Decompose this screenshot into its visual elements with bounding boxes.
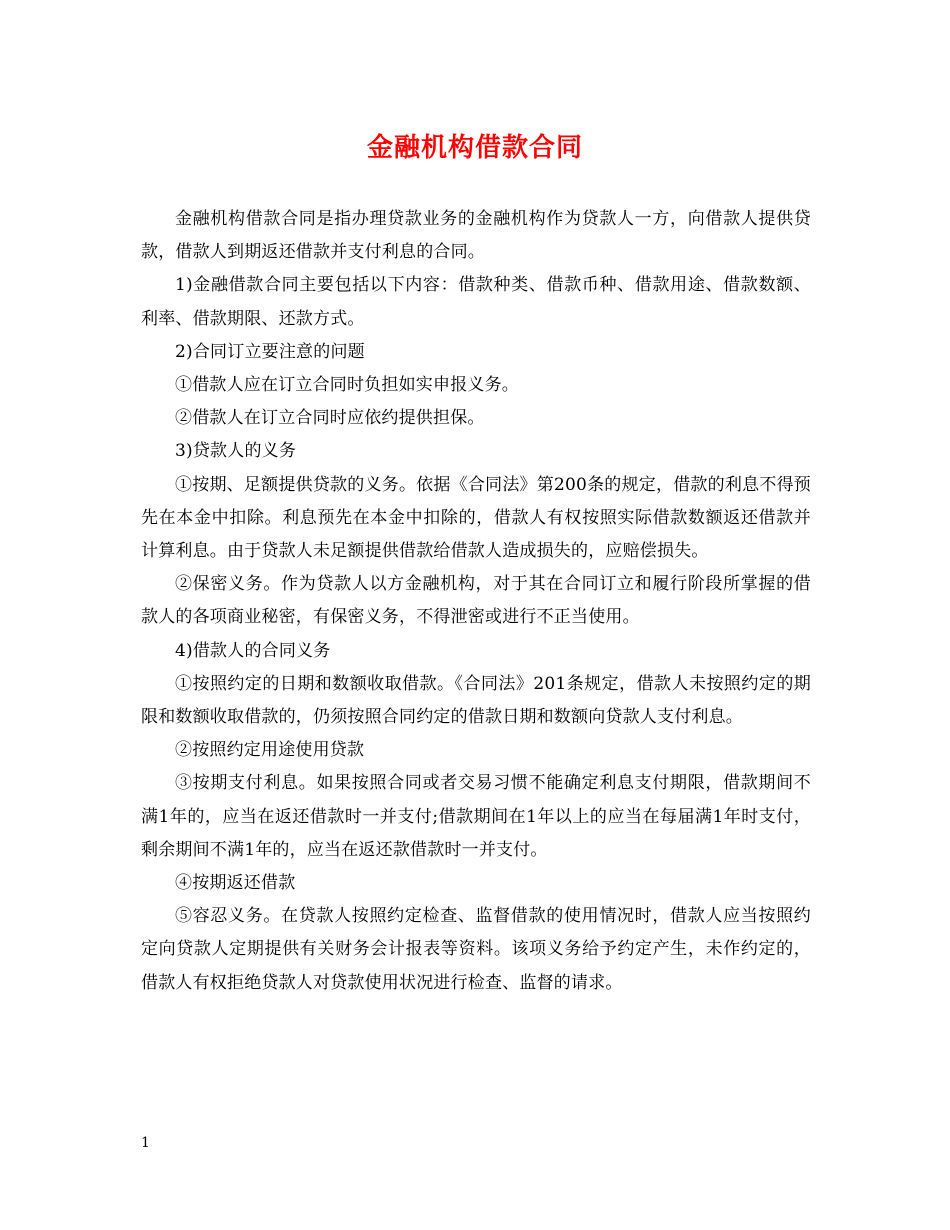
paragraph-intro: 金融机构借款合同是指办理贷款业务的金融机构作为贷款人一方，向借款人提供贷款，借款人到期返还借款并支付利息的合同。	[141, 209, 811, 263]
paragraph-contents: 1)金融借款合同主要包括以下内容：借款种类、借款币种、借款用途、借款数额、利率、借款期限、还款方式。	[141, 275, 811, 329]
page-number: 1	[141, 1135, 150, 1151]
paragraph-borrower-duty-3: ③按期支付利息。如果按照合同或者交易习惯不能确定利息支付期限，借款期间不满1年的，应当在返还借款时一并支付;借款期间在1年以上的应当在每届满1年时支付，剩余期间不满1年的，应当在返还款借款时一并支付。	[141, 773, 811, 860]
paragraph-lender-duty-1: ①按期、足额提供贷款的义务。依据《合同法》第200条的规定，借款的利息不得预先在本金中扣除。利息预先在本金中扣除的，借款人有权按照实际借款数额返还借款并计算利息。由于贷款人未足额提供借款给借款人造成损失的，应赔偿损失。	[141, 474, 811, 562]
heading-lender-duties: 3)贷款人的义务	[175, 441, 297, 462]
document-body	[141, 203, 811, 1000]
paragraph-issue-2: ②借款人在订立合同时应依约提供担保。	[175, 408, 485, 429]
paragraph-borrower-duty-4: ④按期返还借款	[175, 873, 296, 894]
paragraph-lender-duty-2: ②保密义务。作为贷款人以方金融机构，对于其在合同订立和履行阶段所掌握的借款人的各项商业秘密，有保密义务，不得泄密或进行不正当使用。	[141, 574, 811, 628]
heading-borrower-duties: 4)借款人的合同义务	[175, 640, 331, 661]
heading-contract-issues: 2)合同订立要注意的问题	[175, 341, 365, 362]
paragraph-borrower-duty-5: ⑤容忍义务。在贷款人按照约定检查、监督借款的使用情况时，借款人应当按照约定向贷款人定期提供有关财务会计报表等资料。该项义务给予约定产生，未作约定的，借款人有权拒绝贷款人对贷款使用状况进行检查、监督的请求。	[141, 906, 811, 993]
paragraph-issue-1: ①借款人应在订立合同时负担如实申报义务。	[175, 375, 519, 396]
paragraph-borrower-duty-1: ①按照约定的日期和数额收取借款。《合同法》201条规定，借款人未按照约定的期限和数额收取借款的，仍须按照合同约定的借款日期和数额向贷款人支付利息。	[141, 673, 811, 728]
paragraph-borrower-duty-2: ②按照约定用途使用贷款	[175, 740, 365, 761]
document-title: 金融机构借款合同	[366, 133, 583, 163]
